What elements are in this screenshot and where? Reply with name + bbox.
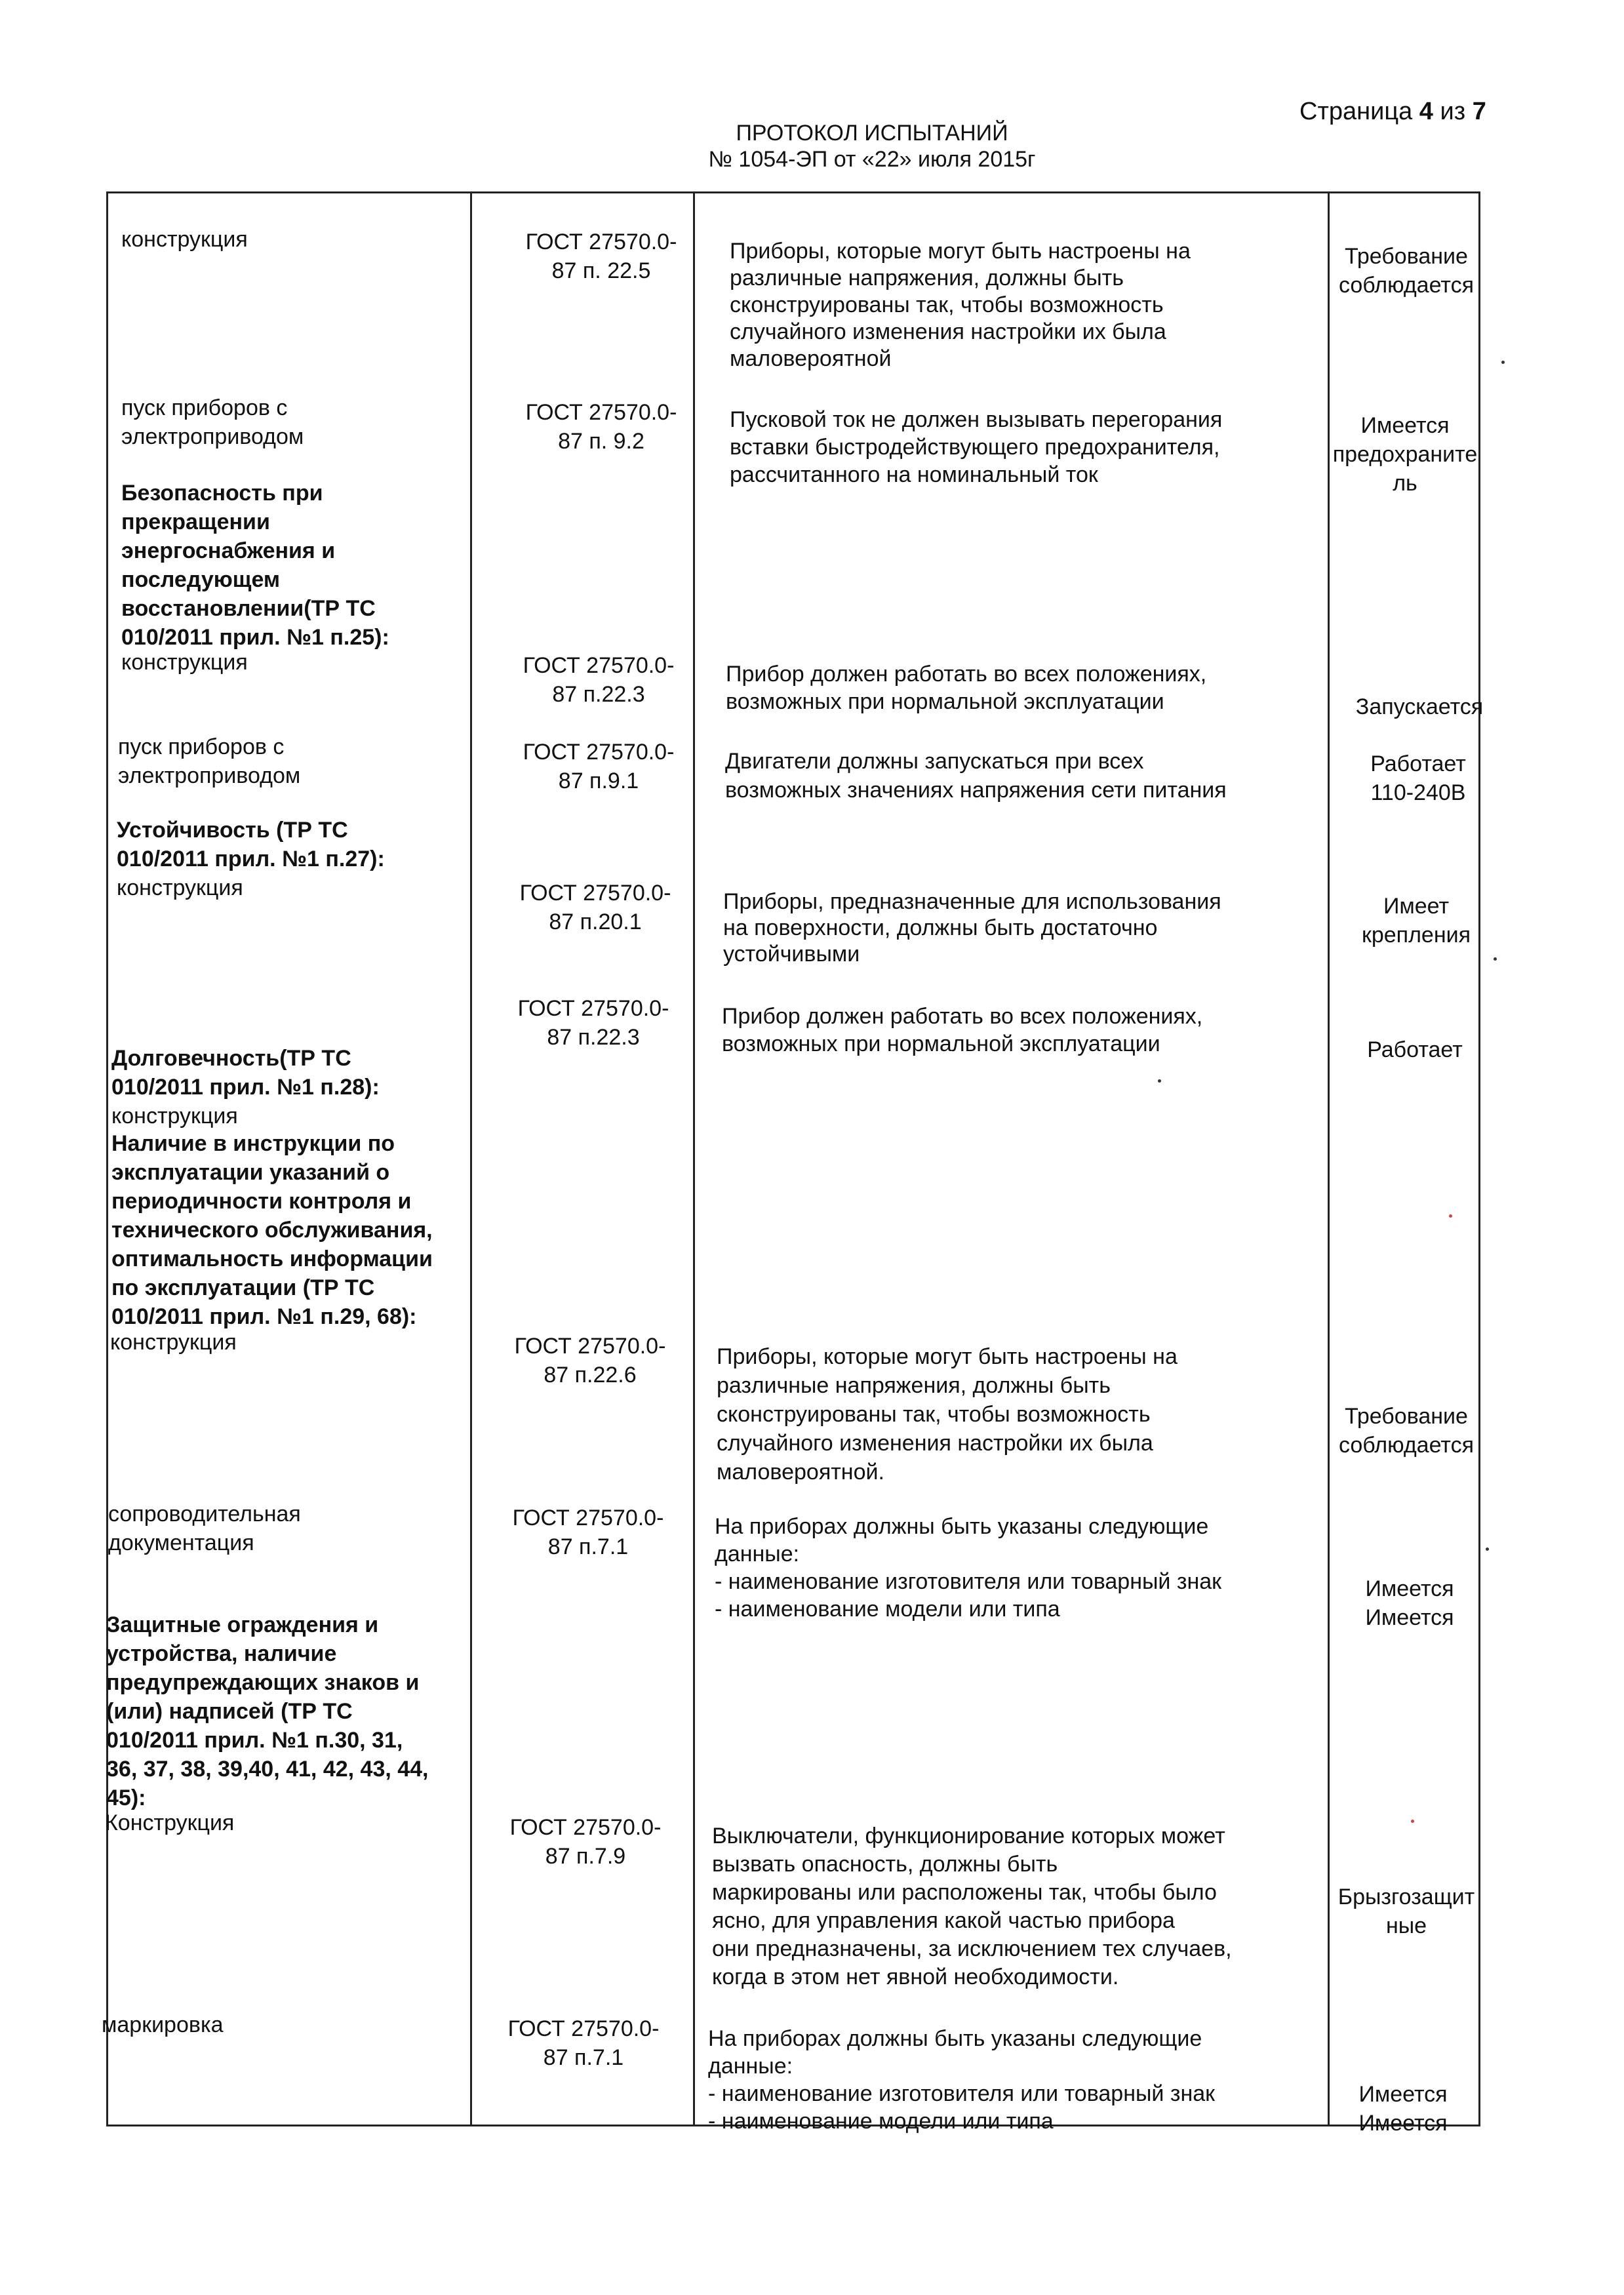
param-label: маркировка: [102, 2012, 224, 2037]
param-label: пуск приборов с электроприводом: [118, 734, 301, 788]
section-heading: Наличие в инструкции по эксплуатации указаний о периодичности контроля и технического обслуживания, оптимальность информации по эксплуатации (ТР ТС 010/2011 прил. №1 п.29, 68):: [111, 1131, 433, 1329]
gost-reference: ГОСТ 27570.0- 87 п.22.3: [523, 653, 675, 707]
result-text: Работает 110-240В: [1370, 751, 1466, 805]
scan-speck: [1158, 1079, 1161, 1083]
requirement-text: Пусковой ток не должен вызывать перегорания вставки быстродействующего предохранителя, рассчитанного на номинальный ток: [730, 407, 1223, 487]
param-label: конструкция: [121, 650, 248, 675]
param-label: конструкция: [121, 227, 248, 252]
requirement-text: Двигатели должны запускаться при всех возможных значениях напряжения сети питания: [725, 749, 1227, 803]
requirement-text: Приборы, которые могут быть настроены на различные напряжения, должны быть сконструированы так, чтобы возможность случайного изменения настройки их была маловероятной: [730, 239, 1191, 371]
requirement-text: Приборы, которые могут быть настроены на различные напряжения, должны быть сконструированы так, чтобы возможность случайного изменения настройки их была маловероятной.: [717, 1344, 1178, 1485]
result-text: Имеется предохраните ль: [1332, 413, 1478, 496]
gost-reference: ГОСТ 27570.0- 87 п.20.1: [519, 881, 671, 934]
gost-reference: ГОСТ 27570.0- 87 п. 9.2: [525, 400, 677, 454]
gost-reference: ГОСТ 27570.0- 87 п.7.1: [512, 1506, 664, 1559]
requirement-text: На приборах должны быть указаны следующие данные: - наименование изготовителя или товарный знак - наименование модели или типа: [715, 1514, 1222, 1622]
requirement-text: Выключатели, функционирование которых может вызвать опасность, должны быть маркированы или расположены так, чтобы было ясно, для управления какой частью прибора они предназначены, за исключением тех случаев, когда в этом нет явной необходимости.: [712, 1824, 1232, 1989]
section-heading: Защитные ограждения и устройства, наличие предупреждающих знаков и (или) надписей (ТР ТС 010/2011 прил. №1 п.30, 31, 36, 37, 38, 39,40, 41, 42, 43, 44, 45):: [106, 1612, 429, 1810]
page-number: Страница 4 из 7: [1299, 98, 1486, 125]
param-label: конструкция: [110, 1330, 237, 1355]
requirement-text: Прибор должен работать во всех положениях, возможных при нормальной эксплуатации: [726, 662, 1207, 714]
scan-speck: [1486, 1547, 1489, 1551]
result-text: Имеется Имеется: [1358, 2082, 1448, 2136]
table-top-border: [106, 191, 1480, 193]
section-heading: Долговечность(ТР ТС 010/2011 прил. №1 п.28):: [111, 1046, 380, 1100]
result-text: Работает: [1367, 1037, 1463, 1062]
param-label: пуск приборов с электроприводом: [121, 395, 304, 449]
result-text: Требование соблюдается: [1339, 1404, 1474, 1458]
param-label: конструкция: [117, 875, 243, 900]
requirement-text: Приборы, предназначенные для использования на поверхности, должны быть достаточно устойчивыми: [723, 889, 1221, 967]
document-header: [643, 120, 1101, 172]
scan-speck: [1494, 957, 1497, 961]
param-label: сопроводительная документация: [108, 1502, 301, 1555]
section-heading: Устойчивость (ТР ТС 010/2011 прил. №1 п.27):: [117, 818, 385, 871]
gost-reference: ГОСТ 27570.0- 87 п.22.6: [514, 1334, 666, 1387]
result-text: Требование соблюдается: [1339, 244, 1474, 298]
gost-reference: ГОСТ 27570.0- 87 п.9.1: [523, 740, 675, 793]
param-label: конструкция: [111, 1104, 238, 1128]
scan-speck: [1449, 1214, 1452, 1218]
document-title: ПРОТОКОЛ ИСПЫТАНИЙ: [736, 121, 1008, 146]
gost-reference: ГОСТ 27570.0- 87 п.7.9: [509, 1815, 662, 1869]
document-number: № 1054-ЭП от «22» июля 2015г: [708, 147, 1036, 172]
section-heading: Безопасность при прекращении энергоснабжения и последующем восстановлении(ТР ТС 010/2011 прил. №1 п.25):: [121, 481, 389, 650]
param-label: Конструкция: [105, 1810, 235, 1835]
result-text: Имеется Имеется: [1365, 1576, 1454, 1630]
result-text: Запускается: [1355, 694, 1484, 719]
requirement-text: Прибор должен работать во всех положениях, возможных при нормальной эксплуатации: [722, 1004, 1203, 1056]
gost-reference: ГОСТ 27570.0- 87 п. 22.5: [525, 230, 677, 283]
scan-speck: [1411, 1820, 1414, 1823]
scan-speck: [1501, 361, 1505, 364]
gost-reference: ГОСТ 27570.0- 87 п.7.1: [507, 2016, 660, 2070]
requirement-text: На приборах должны быть указаны следующие данные: - наименование изготовителя или товарный знак - наименование модели или типа: [708, 2026, 1216, 2134]
result-text: Имеет крепления: [1361, 894, 1471, 948]
result-text: Брызгозащит ные: [1337, 1885, 1475, 1938]
gost-reference: ГОСТ 27570.0- 87 п.22.3: [517, 996, 669, 1050]
